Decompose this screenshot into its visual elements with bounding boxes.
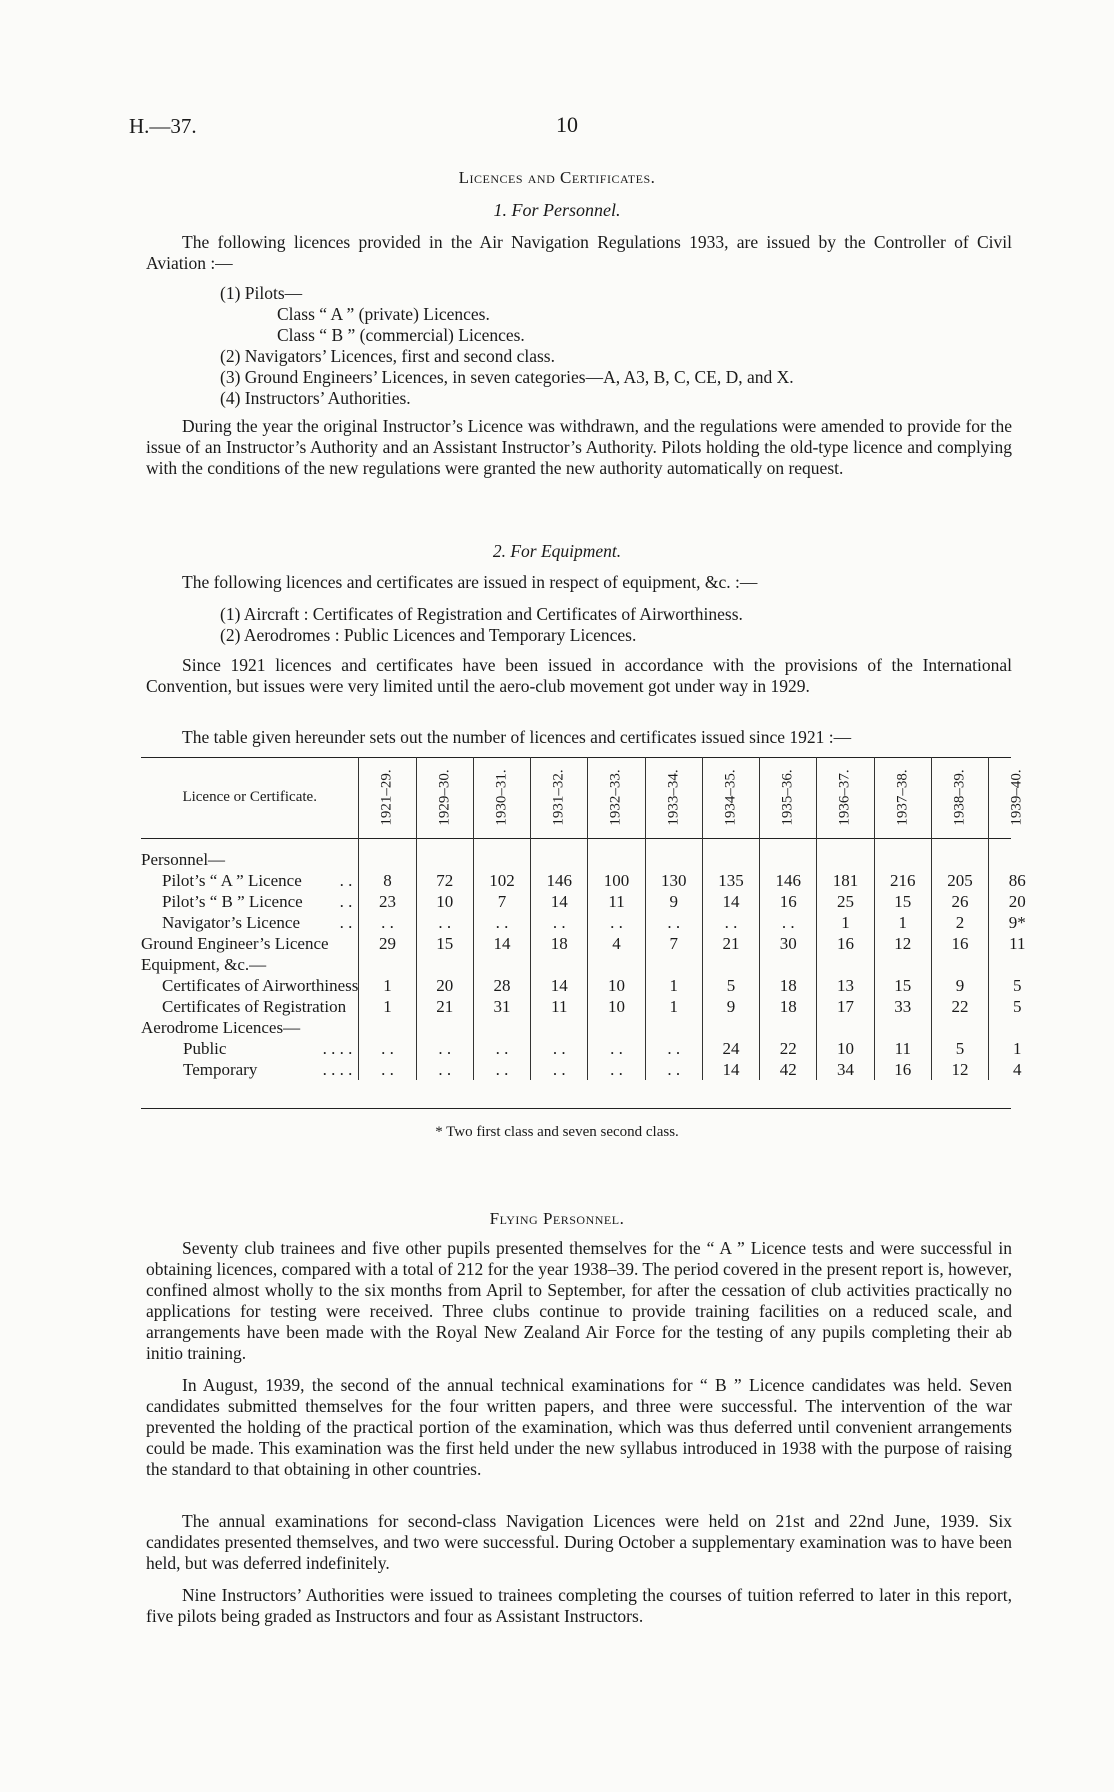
row-label-text: Certificates of Airworthiness <box>162 976 359 995</box>
table-cell: 130 <box>645 870 702 891</box>
table-cell: . . <box>588 1038 645 1059</box>
table-cell: 21 <box>702 933 759 954</box>
year-header <box>473 757 530 838</box>
year-header <box>989 757 1046 838</box>
table-cell: . . <box>531 1038 588 1059</box>
flying-paragraph-3: The annual examinations for second-class Navigation Licences were held on 21st and 22nd June, 1939. Six candidates presented themselves, and two were successful. During October a supplementary examination was to have been held, but was deferred indefinitely. <box>146 1511 1012 1573</box>
table-bottom-rule <box>141 1108 1011 1109</box>
table-cell <box>416 954 473 975</box>
list-item-pilots: (1) Pilots— <box>220 283 303 303</box>
table-cell: 15 <box>874 891 931 912</box>
year-header <box>874 757 931 838</box>
row-label-text: Pilot’s “ A ” Licence <box>162 871 302 890</box>
table-cell: 9 <box>702 996 759 1017</box>
table-cell: . . <box>531 1059 588 1080</box>
table-cell <box>874 954 931 975</box>
table-cell: 21 <box>416 996 473 1017</box>
table-cell: 4 <box>588 933 645 954</box>
table-cell <box>359 838 416 870</box>
table-cell <box>645 838 702 870</box>
table-cell: 20 <box>989 891 1046 912</box>
row-label <box>141 1038 359 1059</box>
section-title-licences: Licences and Certificates. <box>458 168 656 187</box>
year-header <box>531 757 588 838</box>
table-cell: . . <box>588 912 645 933</box>
table-cell: 18 <box>531 933 588 954</box>
flying-paragraph-1: Seventy club trainees and five other pupils presented themselves for the “ A ” Licence tests and were successful in obtaining licences, compared with a total of 212 for the year 1938–39. The period covered in the present report is, however, confined almost wholly to the six months from April to September, for after the cessation of club activities practically no applications for testing were received. Three clubs continue to provide training facilities on a reduced scale, and arrangements have been made with the Royal New Zealand Air Force for the testing of any pupils completing their ab initio training. <box>146 1238 1012 1363</box>
table-cell: 25 <box>817 891 874 912</box>
list-item-aircraft: (1) Aircraft : Certificates of Registration and Certificates of Airworthiness. <box>220 604 743 624</box>
table-cell: 7 <box>645 933 702 954</box>
table-cell: 10 <box>817 1038 874 1059</box>
year-header-label: 1937–38. <box>894 769 911 826</box>
table-cell <box>760 954 817 975</box>
table-cell <box>817 1017 874 1038</box>
table-row <box>141 996 1045 1017</box>
year-header-label: 1933–34. <box>665 769 682 826</box>
leader-dots: . . . . <box>322 1060 353 1079</box>
table-cell: 181 <box>817 870 874 891</box>
row-label <box>141 1017 359 1038</box>
row-label-text: Temporary <box>183 1060 258 1079</box>
table-cell: 16 <box>874 1059 931 1080</box>
table-cell: 22 <box>760 1038 817 1059</box>
table-cell <box>817 954 874 975</box>
year-header <box>416 757 473 838</box>
flying-paragraph-2: In August, 1939, the second of the annual technical examinations for “ B ” Licence candidates was held. Seven candidates submitted themselves for the four written papers, and three were successful. The intervention of the war prevented the holding of the practical portion of the examination, which was thus deferred until convenient arrangements could be made. This examination was the first held under the new syllabus introduced in 1938 with the purpose of raising the standard to that obtaining in other countries. <box>146 1375 1012 1479</box>
table-cell <box>874 1017 931 1038</box>
table-cell: . . <box>416 912 473 933</box>
table-cell <box>531 1017 588 1038</box>
table-cell: . . <box>760 912 817 933</box>
table-cell: 5 <box>931 1038 988 1059</box>
table-cell: 1 <box>989 1038 1046 1059</box>
table-cell <box>359 954 416 975</box>
table-cell <box>645 1017 702 1038</box>
table-cell: 1 <box>817 912 874 933</box>
row-label <box>141 838 359 870</box>
table-cell: 7 <box>473 891 530 912</box>
table-cell: 1 <box>359 975 416 996</box>
year-header <box>359 757 416 838</box>
leader-dots: . . <box>339 871 353 890</box>
table-cell: 16 <box>931 933 988 954</box>
table-cell: 1 <box>874 912 931 933</box>
year-header-label: 1921–29. <box>379 769 396 826</box>
table-row <box>141 975 1045 996</box>
table-cell <box>989 954 1046 975</box>
table-cell: 5 <box>702 975 759 996</box>
table-cell: 72 <box>416 870 473 891</box>
row-label <box>141 1059 359 1080</box>
table-cell: 26 <box>931 891 988 912</box>
table-cell <box>359 1017 416 1038</box>
table-row <box>141 838 1045 870</box>
table-cell: 1 <box>645 975 702 996</box>
table-cell: 24 <box>702 1038 759 1059</box>
table-cell: 28 <box>473 975 530 996</box>
table-cell: 135 <box>702 870 759 891</box>
row-label-text: Aerodrome Licences— <box>141 1018 301 1037</box>
table-cell <box>989 1017 1046 1038</box>
table-cell: . . <box>473 912 530 933</box>
table-row <box>141 912 1045 933</box>
row-label-text: Pilot’s “ B ” Licence <box>162 892 303 911</box>
table-label-header: Licence or Certificate. <box>182 789 317 805</box>
table-cell: 5 <box>989 996 1046 1017</box>
table-cell: 15 <box>416 933 473 954</box>
table-cell <box>874 838 931 870</box>
row-label <box>141 996 359 1017</box>
table-cell: 146 <box>760 870 817 891</box>
table-cell <box>989 838 1046 870</box>
table-cell: 9 <box>645 891 702 912</box>
table-cell: 4 <box>989 1059 1046 1080</box>
row-label-text: Certificates of Registration <box>162 997 347 1016</box>
year-header-label: 1931–32. <box>550 769 567 826</box>
table-cell: 102 <box>473 870 530 891</box>
table-cell <box>702 838 759 870</box>
table-cell: 30 <box>760 933 817 954</box>
table-cell: 1 <box>645 996 702 1017</box>
row-label <box>141 975 359 996</box>
row-label-text: Navigator’s Licence <box>162 913 300 932</box>
table-cell: . . <box>359 912 416 933</box>
table-cell: 16 <box>760 891 817 912</box>
page-number: 10 <box>556 112 578 137</box>
table-cell: 23 <box>359 891 416 912</box>
table-cell <box>416 1017 473 1038</box>
table-cell: 11 <box>989 933 1046 954</box>
year-header-label: 1939–40. <box>1008 769 1025 826</box>
equipment-intro-paragraph: The following licences and certificates are issued in respect of equipment, &c. :— <box>182 572 758 592</box>
year-header-label: 1938–39. <box>951 769 968 826</box>
table-cell: 42 <box>760 1059 817 1080</box>
leader-dots: . . . . <box>322 1039 353 1058</box>
convention-paragraph: Since 1921 licences and certificates have been issued in accordance with the provisions of the International Convention, but issues were very limited until the aero-club movement got under way in 1929. <box>146 655 1012 696</box>
table-row <box>141 1059 1045 1080</box>
table-cell: 9 <box>931 975 988 996</box>
year-header-label: 1936–37. <box>837 769 854 826</box>
year-header <box>817 757 874 838</box>
list-item-instructors: (4) Instructors’ Authorities. <box>220 388 411 408</box>
table-cell <box>588 838 645 870</box>
subsection-title-equipment: 2. For Equipment. <box>492 541 622 561</box>
table-row <box>141 891 1045 912</box>
table-cell <box>473 954 530 975</box>
table-cell: . . <box>473 1038 530 1059</box>
row-label-text: Public <box>183 1039 227 1058</box>
table-cell: 10 <box>588 975 645 996</box>
table-cell <box>817 838 874 870</box>
table-cell: 34 <box>817 1059 874 1080</box>
row-label <box>141 912 359 933</box>
year-header <box>588 757 645 838</box>
table-cell: 18 <box>760 996 817 1017</box>
table-cell: . . <box>416 1038 473 1059</box>
table-footnote: * Two first class and seven second class. <box>435 1124 679 1140</box>
table-cell <box>645 954 702 975</box>
table-cell: 22 <box>931 996 988 1017</box>
table-cell: . . <box>359 1059 416 1080</box>
table-cell: 216 <box>874 870 931 891</box>
table-cell: . . <box>359 1038 416 1059</box>
table-cell <box>531 838 588 870</box>
table-cell: 31 <box>473 996 530 1017</box>
table-cell: 12 <box>874 933 931 954</box>
table-cell: 1 <box>359 996 416 1017</box>
table-cell: . . <box>645 912 702 933</box>
table-cell: 16 <box>817 933 874 954</box>
table-cell: 12 <box>931 1059 988 1080</box>
year-header <box>931 757 988 838</box>
document-reference: H.—37. <box>129 114 197 138</box>
table-cell: 10 <box>416 891 473 912</box>
year-header-label: 1932–33. <box>608 769 625 826</box>
table-cell: 86 <box>989 870 1046 891</box>
table-cell: 18 <box>760 975 817 996</box>
table-cell <box>588 954 645 975</box>
table-cell: 14 <box>531 891 588 912</box>
table-cell: 33 <box>874 996 931 1017</box>
table-cell: 2 <box>931 912 988 933</box>
year-header-label: 1930–31. <box>493 769 510 826</box>
leader-dots: . . <box>339 913 353 932</box>
section-title-flying-personnel: Flying Personnel. <box>489 1209 625 1228</box>
table-cell: 11 <box>531 996 588 1017</box>
row-label-text: Equipment, &c.— <box>141 955 267 974</box>
table-cell <box>931 1017 988 1038</box>
table-cell <box>760 1017 817 1038</box>
year-header-label: 1929–30. <box>436 769 453 826</box>
row-label <box>141 933 359 954</box>
leader-dots: . . <box>339 892 353 911</box>
table-cell: 14 <box>531 975 588 996</box>
table-cell: 8 <box>359 870 416 891</box>
table-cell: 11 <box>588 891 645 912</box>
table-cell: . . <box>416 1059 473 1080</box>
year-header <box>760 757 817 838</box>
flying-paragraph-4: Nine Instructors’ Authorities were issued to trainees completing the courses of tuition referred to later in this report, five pilots being graded as Instructors and four as Assistant Instructors. <box>146 1585 1012 1626</box>
list-item-class-b: Class “ B ” (commercial) Licences. <box>277 325 525 345</box>
table-row <box>141 933 1045 954</box>
list-item-aerodromes: (2) Aerodromes : Public Licences and Temporary Licences. <box>220 625 637 645</box>
table-cell: . . <box>473 1059 530 1080</box>
table-cell: . . <box>588 1059 645 1080</box>
year-header-label: 1934–35. <box>722 769 739 826</box>
table-cell <box>931 838 988 870</box>
table-cell <box>702 1017 759 1038</box>
list-item-navigators: (2) Navigators’ Licences, first and second class. <box>220 346 555 366</box>
year-header <box>645 757 702 838</box>
table-cell: . . <box>702 912 759 933</box>
table-row <box>141 870 1045 891</box>
table-cell: 17 <box>817 996 874 1017</box>
table-cell: 14 <box>473 933 530 954</box>
table-cell: 15 <box>874 975 931 996</box>
table-cell: 29 <box>359 933 416 954</box>
table-cell: 11 <box>874 1038 931 1059</box>
table-row <box>141 954 1045 975</box>
personnel-intro-paragraph: The following licences provided in the Air Navigation Regulations 1933, are issued by the Controller of Civil Aviation :— <box>146 232 1012 273</box>
list-item-class-a: Class “ A ” (private) Licences. <box>277 304 490 324</box>
table-cell: 5 <box>989 975 1046 996</box>
table-cell <box>473 1017 530 1038</box>
table-cell: 13 <box>817 975 874 996</box>
table-cell <box>531 954 588 975</box>
table-cell: 9* <box>989 912 1046 933</box>
table-cell <box>931 954 988 975</box>
table-cell: 146 <box>531 870 588 891</box>
subsection-title-personnel: 1. For Personnel. <box>493 200 621 220</box>
table-intro-paragraph: The table given hereunder sets out the number of licences and certificates issued since 1921 :— <box>182 727 852 747</box>
row-label <box>141 870 359 891</box>
table-cell: 10 <box>588 996 645 1017</box>
table-cell <box>416 838 473 870</box>
list-item-ground-engineers: (3) Ground Engineers’ Licences, in seven categories—A, A3, B, C, CE, D, and X. <box>220 367 794 387</box>
year-header-label: 1935–36. <box>779 769 796 826</box>
table-cell: . . <box>645 1059 702 1080</box>
table-cell: 14 <box>702 1059 759 1080</box>
table-cell <box>760 838 817 870</box>
licences-table <box>141 757 1045 1080</box>
table-cell: 100 <box>588 870 645 891</box>
table-cell: 20 <box>416 975 473 996</box>
table-row <box>141 1017 1045 1038</box>
table-row <box>141 1038 1045 1059</box>
table-cell: 205 <box>931 870 988 891</box>
instructor-licence-paragraph: During the year the original Instructor’s Licence was withdrawn, and the regulations were amended to provide for the issue of an Instructor’s Authority and an Assistant Instructor’s Authority. Pilots holding the old-type licence and complying with the conditions of the new regulations were granted the new authority automatically on request. <box>146 416 1012 478</box>
year-header <box>702 757 759 838</box>
table-cell: 14 <box>702 891 759 912</box>
table-cell <box>588 1017 645 1038</box>
row-label <box>141 891 359 912</box>
row-label <box>141 954 359 975</box>
table-cell: . . <box>531 912 588 933</box>
table-cell: . . <box>645 1038 702 1059</box>
row-label-text: Ground Engineer’s Licence <box>141 934 329 953</box>
table-cell <box>473 838 530 870</box>
table-cell <box>702 954 759 975</box>
row-label-text: Personnel— <box>141 850 226 869</box>
